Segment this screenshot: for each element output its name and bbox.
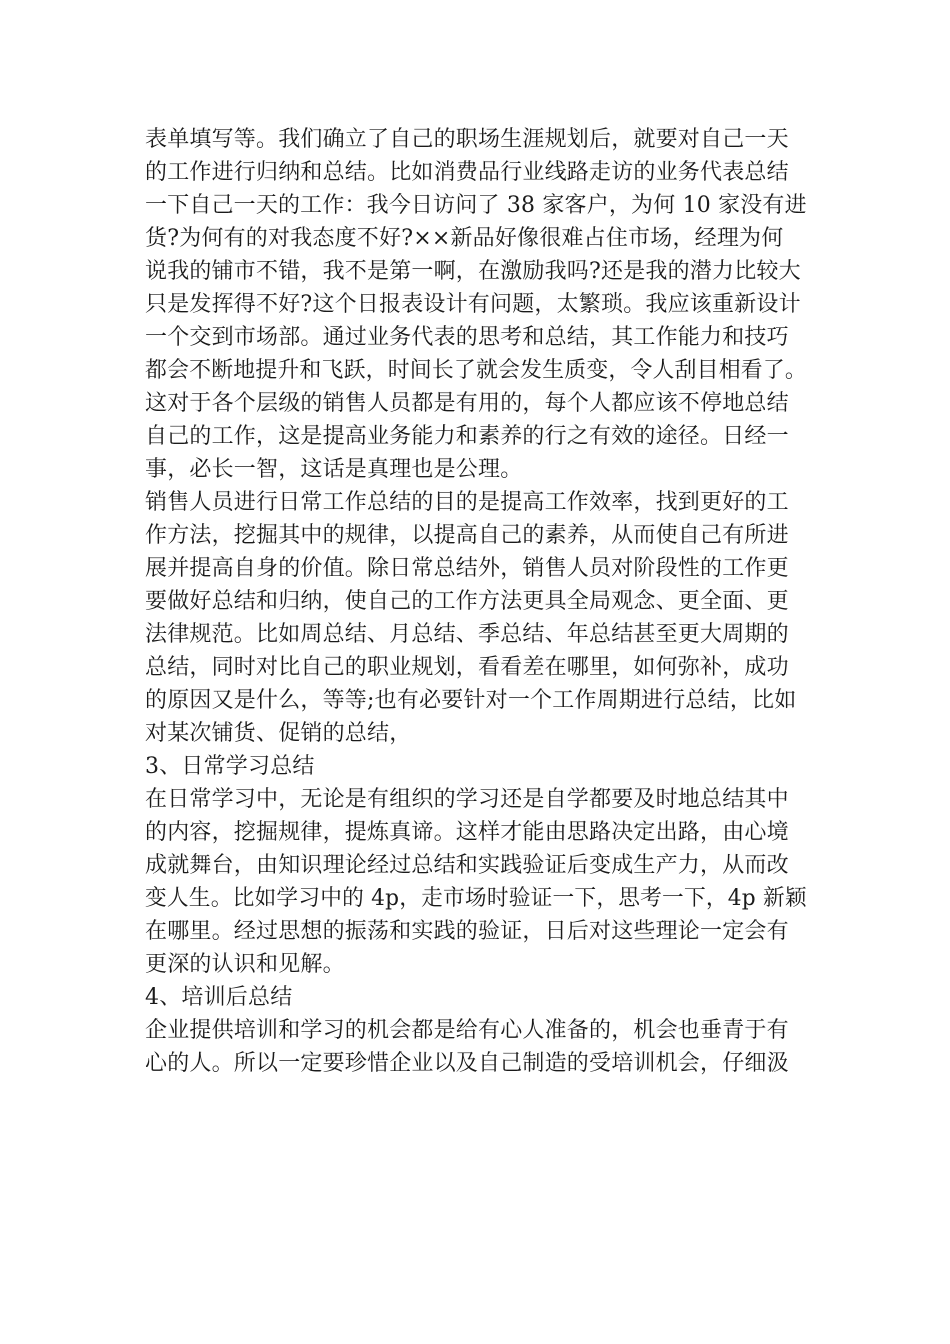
text-line: 成就舞台，由知识理论经过总结和实践验证后变成生产力，从而改: [145, 853, 789, 878]
text-line: 事，必长一智，这话是真理也是公理。: [145, 457, 523, 482]
text-line: 法律规范。比如周总结、月总结、季总结、年总结甚至更大周期的: [145, 622, 789, 647]
section-heading: 3、日常学习总结: [145, 754, 315, 779]
text-line: 都会不断地提升和飞跃，时间长了就会发生质变，令人刮目相看了。: [145, 358, 808, 383]
text-line: 展并提高自身的价值。除日常总结外，销售人员对阶段性的工作更: [145, 556, 789, 581]
text-line: 只是发挥得不好?这个日报表设计有问题，太繁琐。我应该重新设计: [145, 292, 801, 317]
text-line: 心的人。所以一定要珍惜企业以及自己制造的受培训机会，仔细汲: [145, 1051, 789, 1076]
text-line: 在哪里。经过思想的振荡和实践的验证，日后对这些理论一定会有: [145, 919, 789, 944]
text-line: 作方法，挖掘其中的规律，以提高自己的素养，从而使自己有所进: [145, 523, 789, 548]
text-line: 的工作进行归纳和总结。比如消费品行业线路走访的业务代表总结: [145, 160, 789, 185]
text-line: 一下自己一天的工作：我今日访问了 38 家客户，为何 10 家没有进: [145, 193, 807, 218]
text-line: 在日常学习中，无论是有组织的学习还是自学都要及时地总结其中: [145, 787, 789, 812]
text-line: 说我的铺市不错，我不是第一啊，在激励我吗?还是我的潜力比较大: [145, 259, 801, 284]
text-line: 销售人员进行日常工作总结的目的是提高工作效率，找到更好的工: [145, 490, 789, 515]
text-line: 的内容，挖掘规律，提炼真谛。这样才能由思路决定出路，由心境: [145, 820, 789, 845]
section-heading: 4、培训后总结: [145, 985, 293, 1010]
text-line: 更深的认识和见解。: [145, 952, 345, 977]
text-line: 要做好总结和归纳，使自己的工作方法更具全局观念、更全面、更: [145, 589, 789, 614]
text-line: 总结，同时对比自己的职业规划，看看差在哪里，如何弥补，成功: [145, 655, 789, 680]
text-line: 企业提供培训和学习的机会都是给有心人准备的，机会也垂青于有: [145, 1018, 789, 1043]
text-line: 表单填写等。我们确立了自己的职场生涯规划后，就要对自己一天: [145, 127, 789, 152]
text-line: 这对于各个层级的销售人员都是有用的，每个人都应该不停地总结: [145, 391, 789, 416]
text-line: 的原因又是什么，等等;也有必要针对一个工作周期进行总结，比如: [145, 688, 797, 713]
text-line: 对某次铺货、促销的总结，: [145, 721, 412, 746]
text-line: 一个交到市场部。通过业务代表的思考和总结，其工作能力和技巧: [145, 325, 789, 350]
text-line: 变人生。比如学习中的 4p，走市场时验证一下，思考一下，4p 新颖: [145, 886, 807, 911]
text-line: 自己的工作，这是提高业务能力和素养的行之有效的途径。日经一: [145, 424, 789, 449]
text-line: 货?为何有的对我态度不好?××新品好像很难占住市场，经理为何: [145, 226, 784, 251]
